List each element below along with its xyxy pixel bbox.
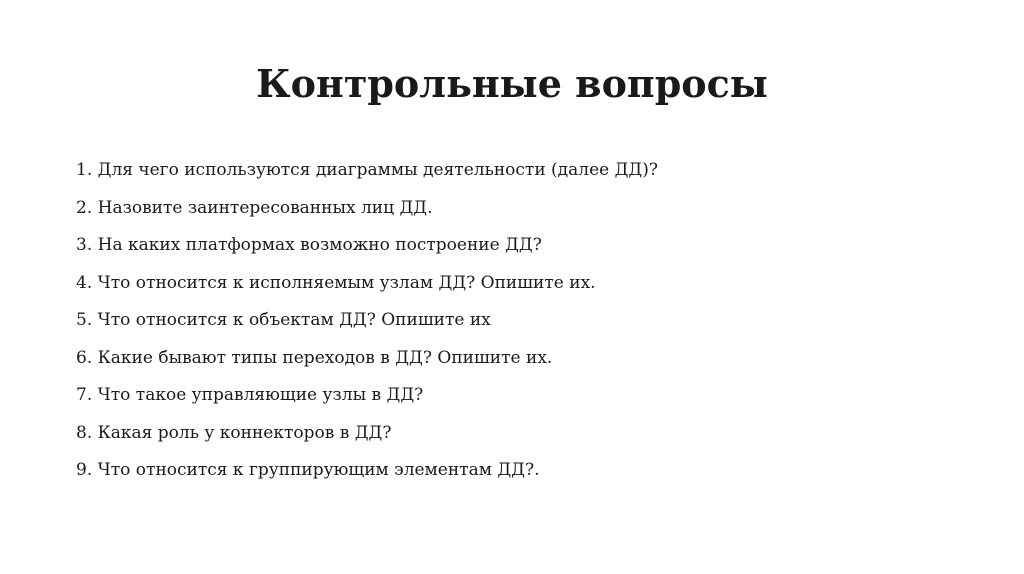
question-item: 8. Какая роль у коннекторов в ДД? bbox=[76, 422, 392, 443]
question-item: 4. Что относится к исполняемым узлам ДД? Опишите их. bbox=[76, 272, 596, 293]
questions-list bbox=[76, 152, 976, 490]
question-item: 9. Что относится к группирующим элементам ДД?. bbox=[76, 460, 540, 480]
question-item: 6. Какие бывают типы переходов в ДД? Опишите их. bbox=[76, 347, 553, 368]
question-item: 2. Назовите заинтересованных лиц ДД. bbox=[76, 197, 433, 218]
slide-title: Контрольные вопросы bbox=[256, 61, 768, 106]
question-item: 5. Что относится к объектам ДД? Опишите их bbox=[76, 310, 491, 330]
question-item: 7. Что такое управляющие узлы в ДД? bbox=[76, 385, 424, 405]
question-item: 3. На каких платформах возможно построение ДД? bbox=[76, 235, 542, 255]
question-item: 1. Для чего используются диаграммы деятельности (далее ДД)? bbox=[76, 160, 659, 180]
